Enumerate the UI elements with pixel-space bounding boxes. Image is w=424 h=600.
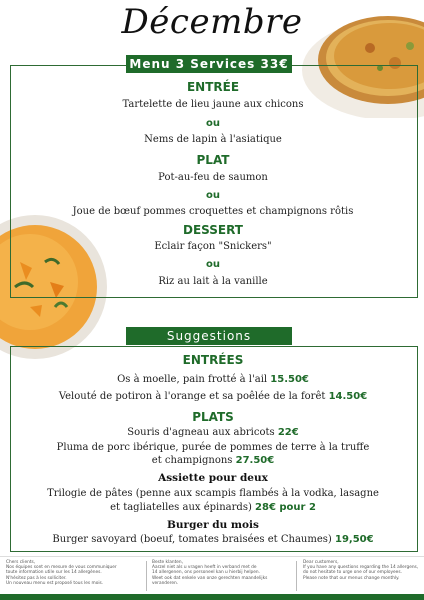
suggestion-plat-2-line-1: Pluma de porc ibérique, purée de pommes de terre à la truffe — [56, 442, 370, 453]
or-separator-2: ou — [206, 190, 220, 201]
assiette-heading: Assiette pour deux — [158, 472, 268, 484]
page-title: Décembre — [121, 2, 303, 42]
allergen-footer — [0, 556, 424, 595]
assiette-line-2 — [10, 502, 416, 513]
footer-french: Chers clients, Nos équipes sont en mesure de vous communiquer toute information utile sur les 14 allergènes. N'hésitez pas à les solliciter. Un nouveau menu est proposé tous les mois. — [6, 560, 117, 586]
dish-price: 27.50€ — [235, 455, 275, 466]
suggestions-banner: Suggestions — [126, 327, 292, 345]
burger-line — [10, 534, 416, 545]
footer-divider — [146, 561, 147, 591]
footer-english: Dear customers, If you have any questions regarding the 14 allergens, do not hesitate to urge one of our employees. Please note that our menus change monthly. — [303, 560, 419, 581]
plat-heading: PLAT — [196, 153, 230, 167]
entree-option-1: Tartelette de lieu jaune aux chicons — [122, 99, 304, 110]
or-separator-1: ou — [206, 118, 220, 129]
dish-price: 15.50€ — [270, 374, 309, 385]
dish-name: Souris d'agneau aux abricots — [127, 427, 275, 438]
suggestion-plat-2-line-2 — [10, 455, 416, 466]
footer-dutch: Beste klanten, Aarzel niet als u vragen heeft in verband met de 14 allergenen, ons personeel kan u hierbij helpen. Weet ook dat enkele van onze gerechten maandelijks veranderen. — [152, 560, 268, 586]
entrees-heading: ENTRÉES — [182, 353, 244, 367]
dish-price: 28€ pour 2 — [255, 502, 316, 513]
entree-option-2: Nems de lapin à l'asiatique — [144, 134, 282, 145]
dessert-heading: DESSERT — [183, 223, 243, 237]
dish-price: 14.50€ — [328, 391, 368, 402]
suggestion-entree-2 — [10, 391, 416, 402]
plat-option-2: Joue de bœuf pommes croquettes et champignons rôtis — [72, 206, 354, 217]
suggestion-entree-1 — [10, 374, 416, 385]
dish-name: et tagliatelles aux épinards) — [110, 502, 252, 513]
dish-price: 19,50€ — [334, 534, 374, 545]
assiette-line-1: Trilogie de pâtes (penne aux scampis flambés à la vodka, lasagne — [47, 488, 379, 499]
dish-price: 22€ — [277, 427, 299, 438]
dessert-option-1: Eclair façon "Snickers" — [154, 241, 272, 252]
menu-banner: Menu 3 Services 33€ — [126, 55, 292, 73]
footer-divider — [296, 561, 297, 591]
dish-name: Burger savoyard (boeuf, tomates braisées et Chaumes) — [52, 534, 332, 545]
or-separator-3: ou — [206, 259, 220, 270]
suggestion-plat-1 — [10, 427, 416, 438]
entree-heading: ENTRÉE — [186, 80, 240, 94]
plats-heading: PLATS — [192, 410, 234, 424]
dish-name: Os à moelle, pain frotté à l'ail — [117, 374, 268, 385]
bottom-bar — [0, 594, 424, 600]
dessert-option-2: Riz au lait à la vanille — [158, 276, 268, 287]
burger-heading: Burger du mois — [167, 519, 259, 531]
dish-name: Velouté de potiron à l'orange et sa poêlée de la forêt — [58, 391, 326, 402]
plat-option-1: Pot-au-feu de saumon — [158, 172, 268, 183]
dish-name: et champignons — [151, 455, 233, 466]
